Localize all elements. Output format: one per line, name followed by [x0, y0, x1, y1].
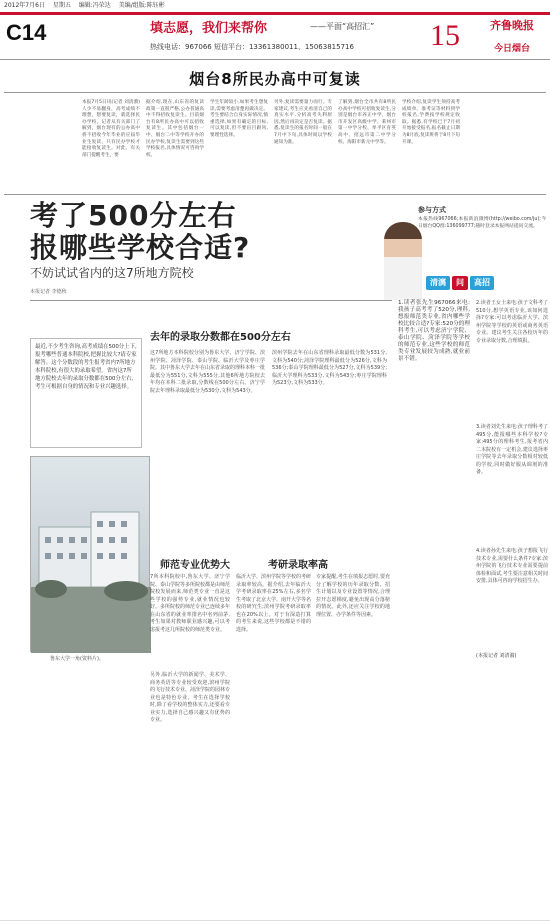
issue-info-bar	[0, 0, 550, 12]
logo-section: 今日烟台	[493, 44, 530, 54]
section1-col-2: 滨州学院去年在山东省理科录取最低分数为531分,文科为540分;菏泽学院理科最低分为526分,文科为536分;泰山学院理科最低分为527分,文科为539分;临沂大学理科为533分,文科为543分;枣庄学院理科为523分,文科为533分。	[272, 350, 387, 386]
top-article-col-1: 本报7月5日讯(记者 刘清漪) 人少不易翻身，高考成绩不理想，想要复读，就选择民办学校，记者从有关部门了解到，烟台现有的公办高中将不招收今年毕业的应届毕业生复读，只有民办学校才能接收复读生。对此，有关部门提醒考生，要	[82, 100, 140, 158]
banner-subtitle: ——平面“高招汇”	[310, 22, 375, 31]
main-byline: 本报记者 李德秋	[30, 289, 67, 295]
qa-col-1	[398, 300, 470, 660]
top-article-col-3: 学生年龄较小,如果考生想复读,需要考虑清楚再做决定。考生要结合自身实际情况,慎重选择,如果有确定的目标,可以复读,但不要盲目跟风,要理性选择。	[210, 100, 268, 138]
section1-col-1: 这7所地方本科院校分别为鲁东大学、济宁学院、滨州学院、菏泽学院、泰山学院、临沂大学及枣庄学院。其中鲁东大学去年在山东省录取的理科本科一批最低分为551分,文科为555分,其他6所地方院校去年均在本科二批录取,分数线在500分左右。济宁学院去年理科录取最低分为530分,文科为543分。	[150, 350, 266, 394]
main-headline-line-2: 报哪些学校合适?	[30, 231, 251, 264]
section-heading-postgrad: 考研录取率高	[268, 560, 328, 571]
qa-signoff: (本报记者 刘清漪)	[476, 653, 517, 659]
newspaper-logo	[478, 17, 546, 57]
editor-credit: 编辑:冯荣达	[78, 2, 111, 9]
recruitment-banner	[150, 17, 475, 57]
qa-col-2: 2.读者王女士来电:孩子文科考了510分,想学英语专业,该如何选择?专家:可以考虑临沂大学、滨州学院等学校的英语或商务英语专业。建议考生关注各校历年的专业录取分数,合理填报。	[476, 300, 548, 344]
banner-hotline: 热线电话：967066 短信平台：13361380011、15063815716	[150, 43, 354, 51]
column-badge-3: 高招	[470, 276, 494, 290]
section2-col-1: 7所本科院校中,鲁东大学、济宁学院、泰山学院等多所院校都是由师范院校发展而来,师范类专业一直是这些学校的强势专业,就业情况也较好。多所院校的师范专业已连续多年在山东省的就业率排名中名列前茅,考生如果对教师职业感兴趣,可以考虑报考这几所院校的师范类专业。	[150, 574, 231, 633]
top-article-headline: 烟台8所民办高中可复读	[189, 70, 361, 88]
main-subheadline: 不妨试试省内的这7所地方院校	[30, 266, 194, 280]
divider	[4, 194, 546, 195]
section-heading-scores: 去年的录取分数都在500分左右	[150, 332, 291, 343]
campus-photo	[30, 456, 150, 652]
qa-item-1: 1.读者张先生967066来电:我孩子高考考了520分,理科,想报师范类专业,省内哪些学校比较合适?专家:520分的理科考生,可以考虑济宁学院、泰山学院、菏泽学院等学校的师范专业,这些学校的师范类专业发展较为成熟,就业前景不错。	[398, 300, 470, 362]
column-badge-2: 问	[452, 276, 468, 290]
campus-building-illustration	[31, 457, 151, 653]
banner-date-number: 15	[430, 19, 460, 52]
expert-portrait	[384, 222, 422, 300]
page-number: C14	[6, 20, 47, 45]
main-headline-line-1: 考了500分左右	[30, 199, 237, 232]
issue-weekday: 星期五	[52, 2, 71, 9]
issue-date: 2012年7月6日	[4, 2, 45, 9]
column-badge-1: 清漓	[426, 276, 450, 290]
section3-col-2: 专家提醒,考生在填报志愿时,要充分了解学校的历年录取分数、招生计划以及专业设置等情况,合理拉开志愿梯度,避免出现高分落榜的情况。此外,还应关注学校的地理位置、办学条件等因素。	[316, 574, 390, 618]
top-article-col-2: 据介绍,现在,山东省的复读政策一直很严格,公办普通高中不得招收复读生。目前烟台有8所民办高中可以招收复读生。其中包括烟台一中、烟台二中等学校开办的民办学校,复读生需要到这些学校报名,具体情况可咨询学校。	[146, 100, 204, 158]
qa-col-4: 4.读者孙先生来电:孩子想报飞行技术专业,需要什么条件?专家:滨州学院的飞行技术专业需要提前体检和面试,考生要注意相关时间安排,具体可咨询学校招生办。	[476, 548, 548, 584]
banner-title: 填志愿，我们来帮你	[150, 21, 268, 36]
top-article-col-4: 另外,复读需要量力而行。专家建议,考生应先看清自己的真实水平,分析高考失利原因,然后再决定是否复读。据悉,复读生的报名时间一般在7月中下旬,具体时间以学校通知为准。	[274, 100, 332, 145]
top-article-col-6: 学校介绍,复读学生须持高考成绩单、准考证等材料到学校报名,学费按学校规定收取。据悉,有学校已于7月初开始接受报名,报名截止日期为8月底,复读班将于8月下旬开课。	[402, 100, 460, 145]
section2-col-2: 另外,临沂大学的新闻学、美术学、商务英语等专业较受欢迎,滨州学院的飞行技术专业、菏泽学院的园林专业也是特色专业。考生在选择学校时,除了看学校的整体实力,还要看专业实力,选择自己感兴趣又有优势的专业。	[150, 672, 231, 723]
section3-col-1: 临沂大学、滨州学院等学校的考研录取率较高。据介绍,去年临沂大学考研录取率在25%左右,多名学生考取了北京大学、南开大学等名校的研究生;滨州学院考研录取率也在20%以上。对于有深造打算的考生来说,这些学校都是不错的选择。	[236, 574, 312, 633]
top-article-col-5: 了解到,烟台全市共有8所民办高中学校可招收复读生,分别是烟台市养正中学、烟台市开发区高级中学、莱州市第一中学分校、牟平区育英高中、招远市第二中学分校、海阳市新元中学等。	[338, 100, 396, 145]
participation-info: 本报热线967066;本报新浪微博(http://weibo.com/ju);今日烟台QQ群:136099777;随时登录本报网站提问交流。	[418, 217, 546, 229]
participation-tag: 参与方式	[418, 206, 446, 214]
logo-text: 齐鲁晚报	[490, 19, 534, 32]
qa-col-3: 3.读者刘先生来电:孩子理科考了495分,能报哪些本科学校?专家:495分的理科考生,报考省内二本院校有一定机会,建议选择枣庄学院等去年录取分数相对较低的学校,同时做好服从调剂的准备。	[476, 424, 548, 475]
intro-box	[30, 338, 142, 448]
divider	[30, 300, 392, 301]
intro-text: 最近,不少考生咨询,高考成绩在500分上下,报考哪些普通本科院校,把握比较大?请专家解答。这个分数段的考生报考省内7所地方本科院校,有很大的录取希望。省内这7所地方院校去年的录取分数都在500分左右,考生可根据自身的情况和专业兴趣选择。	[35, 344, 137, 390]
page-bottom-rule	[0, 920, 550, 921]
photo-caption: 鲁东大学一角(资料片)。	[50, 656, 104, 662]
section-heading-teacher: 师范专业优势大	[160, 560, 230, 571]
divider	[4, 92, 546, 93]
designer-credit: 美编/组版:陈钰彬	[118, 2, 165, 9]
